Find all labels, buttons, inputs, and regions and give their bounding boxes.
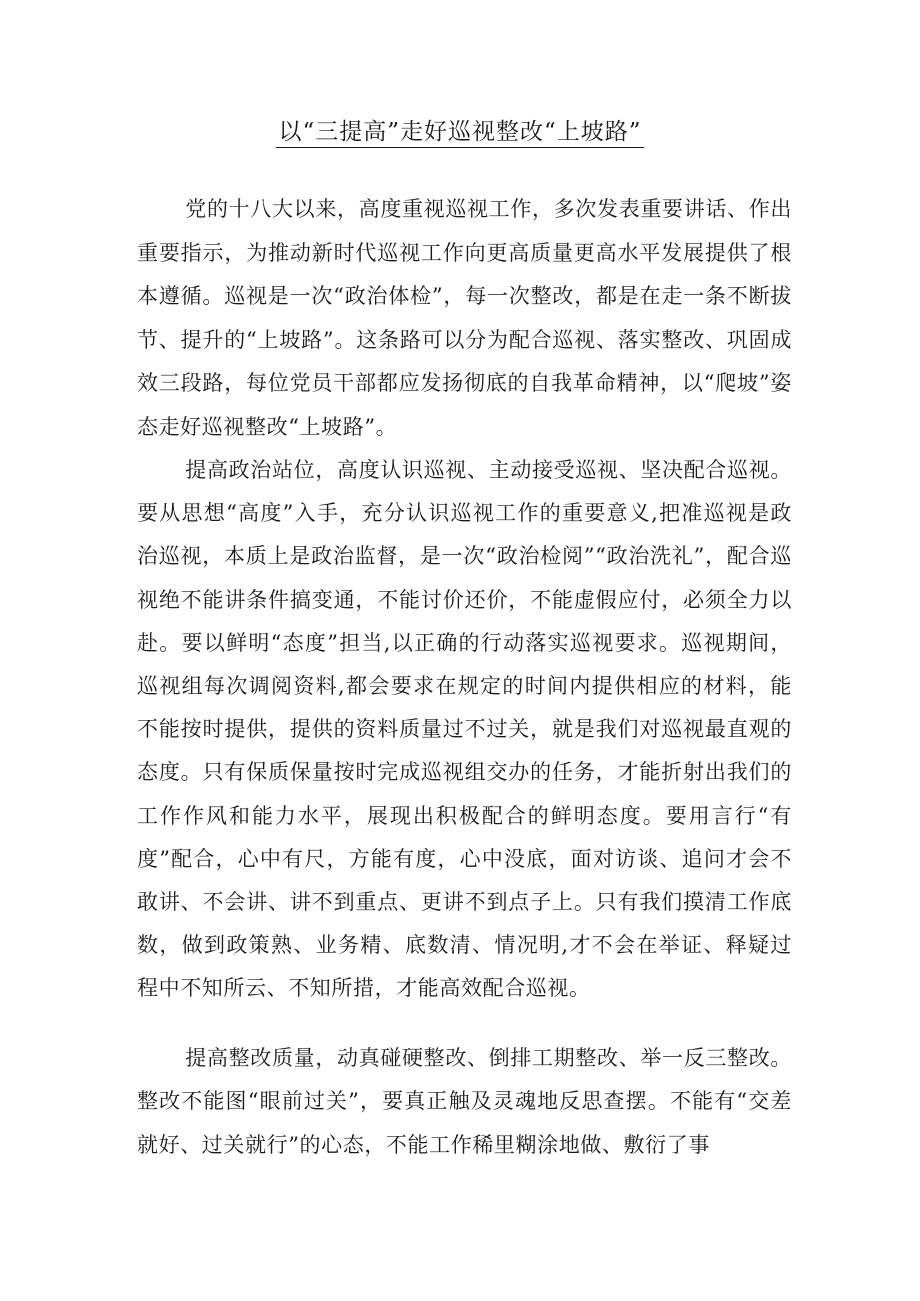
document-title <box>0 112 920 152</box>
document-title-text: 以“三提高”走好巡视整改“上坡路” <box>276 119 643 148</box>
paragraph-rectification-quality: 提高整改质量，动真碰硬整改、倒排工期整改、举一反三整改。整改不能图“眼前过关”，要真正触及灵魂地反思查摆。不能有“交差就好、过关就行”的心态，不能工作稀里糊涂地做、敷衍了事 <box>137 1045 792 1157</box>
paragraph-political-position: 提高政治站位，高度认识巡视、主动接受巡视、坚决配合巡视。要从思想“高度”入手，充分认识巡视工作的重要意义,把准巡视是政治巡视，本质上是政治监督，是一次“政治检阅”“政治洗礼”，配合巡视绝不能讲条件搞变通，不能讨价还价，不能虚假应付，必须全力以赴。要以鲜明“态度”担当,以正确的行动落实巡视要求。巡视期间，巡视组每次调阅资料,都会要求在规定的时间内提供相应的材料，能不能按时提供，提供的资料质量过不过关，就是我们对巡视最直观的态度。只有保质保量按时完成巡视组交办的任务，才能折射出我们的工作作风和能力水平，展现出积极配合的鲜明态度。要用言行“有度”配合，心中有尺，方能有度，心中没底，面对访谈、追问才会不敢讲、不会讲、讲不到重点、更讲不到点子上。只有我们摸清工作底数，做到政策熟、业务精、底数清、情况明,才不会在举证、释疑过程中不知所云、不知所措，才能高效配合巡视。 <box>137 458 792 1001</box>
document-body <box>137 188 792 1167</box>
paragraph-intro: 党的十八大以来，高度重视巡视工作，多次发表重要讲话、作出重要指示，为推动新时代巡视工作向更高质量更高水平发展提供了根本遵循。巡视是一次“政治体检”，每一次整改，都是在走一条不断拔节、提升的“上坡路”。这条路可以分为配合巡视、落实整改、巩固成效三段路，每位党员干部都应发扬彻底的自我革命精神，以“爬坡”姿态走好巡视整改“上坡路”。 <box>137 197 792 439</box>
